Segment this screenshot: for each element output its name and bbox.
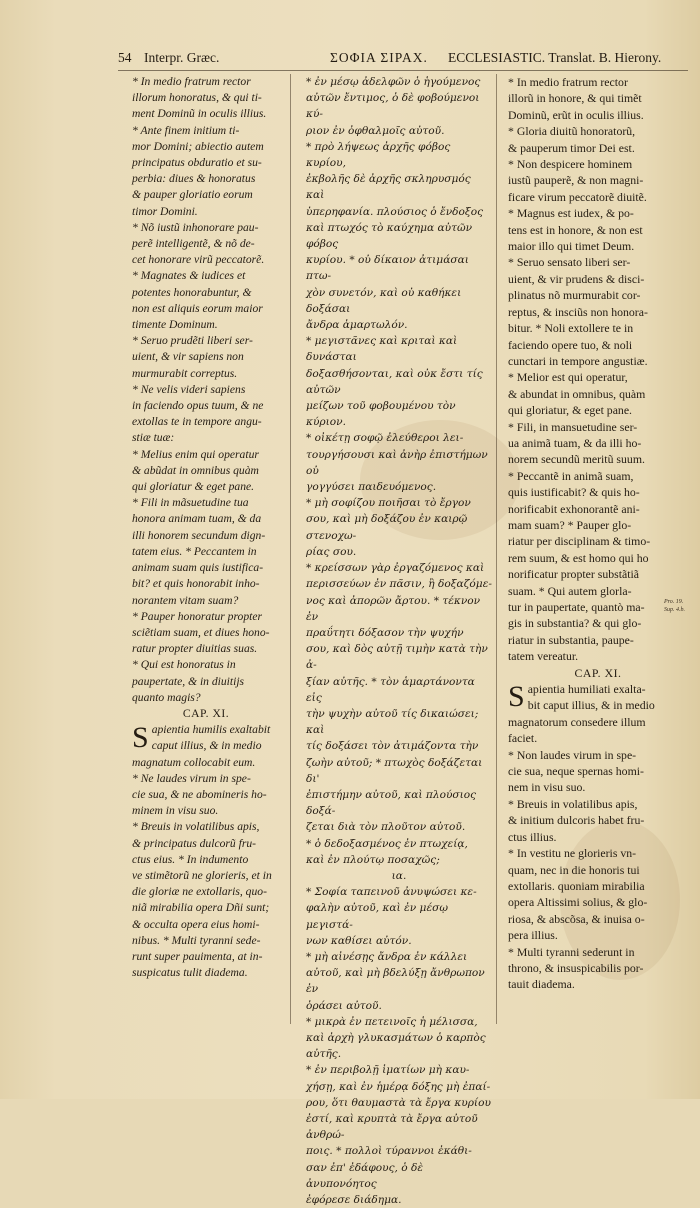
drop-cap-initial: S	[508, 680, 525, 714]
latin-greek-interpretation-column	[132, 74, 280, 981]
text-line: νος καὶ ἀπορῶν ἄρτου. * τέκνον ἐν	[306, 594, 481, 623]
text-line: * Fili, in mansuetudine ser-	[508, 419, 638, 434]
text-line: δοξασθήσονται, καὶ οὐκ ἔστι τίς αὐτῶν	[306, 367, 483, 396]
text-line: πραΰτητι δόξασον τὴν ψυχήν	[306, 626, 464, 639]
text-line: timente Dominum.	[132, 318, 218, 332]
running-header	[118, 50, 688, 72]
text-line: illorum honoratus, & qui ti-	[132, 91, 262, 105]
text-line: & pauper gloriatio eorum	[132, 188, 253, 202]
text-line: χὸν συνετόν, καὶ οὐ καθήκει δοξάσαι	[306, 286, 462, 315]
text-line: norificabit exhonorantẽ ani-	[508, 501, 640, 516]
text-line: honora animam tuam, & da	[132, 512, 262, 526]
text-line: magnatum collocabit eum.	[132, 755, 256, 769]
text-line: τουργήσουσι καὶ ἀνὴρ ἐπιστήμων οὐ	[306, 448, 488, 477]
text-line: suspicatus tulit diadema.	[132, 966, 248, 980]
text-line: * μεγιστᾶνες καὶ κριταὶ καὶ δυνάσται	[306, 335, 458, 364]
text-line: περισσεύων ἐν πᾶσιν, ἢ δοξαζόμε-	[306, 578, 492, 591]
text-line: * Pauper honoratur propter	[132, 609, 262, 623]
text-line: extollas te in tempore angu-	[132, 415, 262, 429]
text-line: & pauperum timor Dei est.	[508, 140, 635, 155]
text-line: principatus obduratio et su-	[132, 156, 262, 170]
marginal-note	[664, 598, 685, 614]
text-line: quanto magis?	[132, 690, 201, 704]
text-line: cunctari in tempore angustiæ.	[508, 353, 648, 368]
text-line: faciendo opere tuo, & noli	[508, 337, 633, 352]
text-line: uient, & vir sapiens non	[132, 350, 244, 364]
text-line: tatem eius. * Peccantem in	[132, 544, 257, 558]
text-line: illorũ in honore, & qui timẽt	[508, 91, 642, 106]
text-line: * Ne laudes virum in spe-	[132, 771, 251, 785]
header-left-title: Interpr. Græc.	[144, 50, 220, 65]
text-line: minem in visu suo.	[132, 804, 219, 818]
text-line: ριον ἐν ὀφθαλμοῖς αὐτοῦ.	[306, 124, 445, 137]
text-line: rem suum, & est homo qui ho	[508, 550, 649, 565]
text-line: illi honorem secundum dign-	[132, 528, 266, 542]
column-divider-right	[496, 74, 497, 1024]
greek-text-column	[306, 74, 492, 1208]
text-line: ua animã tuam, & da illi ho-	[508, 435, 642, 450]
text-line: quis iustificabit? & quis ho-	[508, 485, 640, 500]
text-line: apientia humiliati exalta-	[527, 682, 646, 697]
text-line: ἐφόρεσε διάδημα.	[306, 1194, 402, 1207]
text-line: * οἰκέτῃ σοφῷ ἐλεύθεροι λει-	[306, 432, 464, 445]
text-line: & principatus dulcorũ fru-	[132, 836, 256, 850]
text-line: paupertate, & in diuitijs	[132, 674, 245, 688]
text-line: caput illius, & in medio	[151, 739, 262, 753]
text-line: nibus. * Multi tyranni sede-	[132, 933, 261, 947]
text-line: riatur in substantia, paupe-	[508, 632, 634, 647]
text-line: murmurabit correptus.	[132, 366, 238, 380]
text-line: ἐστί, καὶ κρυπτὰ τὰ ἔργα αὐτοῦ ἀνθρώ-	[306, 1113, 478, 1142]
text-line: σαν ἐπ' ἐδάφους, ὁ δὲ ἀνυπονόητος	[306, 1161, 424, 1190]
text-line: & abũdat in omnibus quàm	[132, 463, 259, 477]
text-line: * κρείσσων γὰρ ἐργαζόμενος καὶ	[306, 562, 485, 575]
text-line: riosa, & abscõsa, & inuisa o-	[508, 911, 645, 926]
text-line: tauit diadema.	[508, 977, 575, 992]
text-line: quam, nec in die honoris tui	[508, 862, 640, 877]
text-line: maior illo qui timet Deum.	[508, 239, 635, 254]
text-line: αὐτοῦ, καὶ μὴ βδελύξῃ ἄνθρωπον ἐν	[306, 967, 485, 996]
text-line: καὶ πτωχός τὸ καύχημα αὐτῶν φόβος	[306, 221, 473, 251]
text-line: norificatur propter substãtiã	[508, 567, 640, 582]
text-line: stiæ tuæ:	[132, 431, 175, 445]
text-line: pera illius.	[508, 928, 558, 943]
text-line: niã mirabilia opera Dñi sunt;	[132, 901, 270, 915]
text-line: τίς δοξάσει τὸν ἀτιμάζοντα τὴν	[306, 740, 479, 753]
text-line: gis in substantia? & qui glo-	[508, 616, 642, 631]
header-greek-title: ΣΟΦΙΑ ΣΙΡΑΧ.	[330, 50, 428, 65]
text-line: norantem vitam suam?	[132, 593, 239, 607]
text-line: cie sua, neque spernas homi-	[508, 764, 644, 779]
text-line: riatur per disciplinam & timo-	[508, 534, 651, 549]
text-line: σου, καὶ δὸς αὐτῇ τιμὴν κατὰ τὴν ἀ-	[306, 643, 488, 672]
text-line: sciẽtiam suam, et diues hono-	[132, 625, 270, 639]
text-line: ratur propter diuitias suas.	[132, 642, 258, 656]
text-line: faciet.	[508, 731, 538, 746]
text-line: * Multi tyranni sederunt in	[508, 944, 635, 959]
chapter-heading: CAP. XI.	[182, 706, 230, 720]
text-line: tatem vereatur.	[508, 649, 579, 664]
text-line: animam suam quis iustifica-	[132, 561, 264, 575]
text-line: ρου, ὅτι θαυμαστὰ τὰ ἔργα κυρίου	[306, 1096, 491, 1109]
text-line: καὶ ἐν πλούτῳ ποσαχῶς;	[306, 853, 440, 866]
header-right-title: ECCLESIASTIC. Translat. B. Hierony.	[448, 50, 662, 65]
text-line: bit? et quis honorabit inho-	[132, 577, 260, 591]
text-line: mor Domini; abiectio autem	[132, 139, 264, 153]
text-line: ctus illius.	[508, 829, 557, 844]
text-line: χήσῃ, καὶ ἐν ἡμέρᾳ δόξης μὴ ἐπαί-	[306, 1080, 491, 1093]
column-divider-left	[290, 74, 291, 1024]
text-line: Dominũ, erũt in oculis illius.	[508, 107, 644, 122]
text-line: σου, καὶ μὴ δοξάζου ἐν καιρῷ στενοχω-	[306, 513, 468, 542]
text-line: ζωὴν αὐτοῦ; * πτωχὸς δοξάζεται δι'	[306, 756, 483, 785]
text-line: & abundat in omnibus, quàm	[508, 386, 646, 401]
text-line: αὐτῆς.	[306, 1048, 342, 1061]
chapter-heading: CAP. XI.	[574, 665, 622, 680]
text-line: * Seruo prudẽti liberi ser-	[132, 334, 253, 348]
chapter-heading: ια.	[391, 869, 407, 882]
text-line: cie sua, & ne abomineris ho-	[132, 787, 267, 801]
text-line: * Qui est honoratus in	[132, 658, 236, 672]
text-line: φαλὴν αὐτοῦ, καὶ ἐν μέσῳ μεγιστά-	[306, 902, 449, 931]
text-line: * ὁ δεδοξασμένος ἐν πτωχείᾳ,	[306, 837, 468, 850]
text-line: * Magnus est iudex, & po-	[508, 206, 634, 221]
text-line: * Fili in mãsuetudine tua	[132, 496, 249, 510]
text-line: die gloriæ ne extollaris, quo-	[132, 885, 267, 899]
text-line: extollaris. quoniam mirabilia	[508, 878, 645, 893]
text-line: qui gloriatur, & eget pane.	[508, 403, 633, 418]
text-line: * In medio fratrum rector	[132, 75, 251, 88]
text-line: * μικρὰ ἐν πετεινοῖς ἡ μέλισσα,	[306, 1015, 478, 1028]
text-line: bitur. * Noli extollere te in	[508, 321, 634, 336]
text-line: suam. * Qui autem glorla-	[508, 583, 632, 598]
text-line: κυρίου. * οὐ δίκαιον ἀτιμάσαι πτω-	[306, 254, 469, 283]
text-line: ve stimẽtorũ ne glorieris, et in	[132, 868, 272, 882]
text-line: καὶ ἀρχὴ γλυκασμάτων ὁ καρπὸς	[306, 1031, 486, 1044]
text-line: * ἐν μέσῳ ἀδελφῶν ὁ ἡγούμενος	[306, 76, 481, 88]
text-line: ἐπιστήμην αὐτοῦ, καὶ πλούσιος δοξά-	[306, 788, 477, 818]
text-line: & initium dulcoris habet fru-	[508, 813, 645, 828]
text-line: bit caput illius, & in medio	[527, 698, 655, 713]
text-line: tens est in honore, & non est	[508, 222, 643, 237]
text-line: ποις. * πολλοὶ τύραννοι ἐκάθι-	[306, 1145, 472, 1158]
text-line: cet honorare virũ peccatorẽ.	[132, 253, 265, 267]
text-line: qui gloriatur & eget pane.	[132, 480, 255, 494]
text-line: ὁράσει αὐτοῦ.	[306, 999, 382, 1012]
text-line: perẽ intelligentẽ, & nõ de-	[132, 237, 255, 251]
page-number: 54	[118, 50, 132, 65]
text-line: * Melior est qui operatur,	[508, 370, 628, 385]
text-line: apientia humilis exaltabit	[151, 723, 271, 737]
text-line: * Ne velis videri sapiens	[132, 382, 246, 396]
hieronymus-translation-column	[508, 74, 688, 993]
text-line: uient, & vir prudens & disci-	[508, 271, 645, 286]
text-line: * Gloria diuitũ honoratorũ,	[508, 124, 636, 139]
text-line: plinatus nõ murmurabit cor-	[508, 288, 641, 303]
text-line: ξίαν αὐτῆς. * τὸν ἁμαρτάνοντα εἰς	[306, 675, 475, 704]
text-line: reptus, & insciũs non honora-	[508, 304, 648, 319]
marginal-note-text: Pro. 19. Sup. 4.b.	[664, 599, 685, 613]
text-line: μείζων τοῦ φοβουμένου τὸν κύριον.	[306, 400, 456, 429]
drop-cap-initial: S	[132, 721, 149, 755]
header-rule	[118, 70, 688, 71]
text-line: * Peccantẽ in animã suam,	[508, 468, 634, 483]
text-line: magnatorum consedere illum	[508, 714, 646, 729]
text-line: iustũ pauperẽ, & non magni-	[508, 173, 644, 188]
text-line: γογγύσει παιδευόμενος.	[306, 481, 437, 494]
text-line: norem secundũ meritũ suum.	[508, 452, 645, 467]
text-line: * Breuis in volatilibus apis,	[132, 820, 260, 834]
text-line: ρίας σου.	[306, 545, 357, 558]
text-line: ficare virum peccatorẽ diuitẽ.	[508, 189, 647, 204]
text-line: * Non laudes virum in spe-	[508, 747, 637, 762]
text-line: * Σοφία ταπεινοῦ ἀνυψώσει κε-	[306, 886, 477, 899]
text-line: * ἐν περιβολῇ ἱματίων μὴ καυ-	[306, 1064, 470, 1077]
text-line: * Ante finem initium ti-	[132, 123, 240, 137]
text-line: τὴν ψυχὴν αὐτοῦ τίς δικαιώσει; καὶ	[306, 707, 479, 737]
text-line: runt super pauimenta, at in-	[132, 949, 263, 963]
text-line: ἄνδρα ἁμαρτωλόν.	[306, 319, 408, 332]
text-line: * Melius enim qui operatur	[132, 447, 259, 461]
text-line: opera Altissimi solius, & glo-	[508, 895, 648, 910]
text-line: * Nõ iustũ inhonorare pau-	[132, 220, 259, 234]
text-line: νων καθίσει αὐτόν.	[306, 934, 412, 947]
text-line: timor Domini.	[132, 204, 198, 218]
text-line: * Non despicere hominem	[508, 157, 633, 172]
text-line: tur in paupertate, quantò ma-	[508, 600, 645, 614]
text-line: & occulta opera eius homi-	[132, 917, 260, 931]
text-line: * πρὸ λήψεως ἀρχῆς φόβος κυρίου,	[306, 140, 451, 170]
text-line: ζεται διὰ τὸν πλοῦτον αὐτοῦ.	[306, 821, 466, 834]
text-line: * μὴ αἰνέσῃς ἄνδρα ἐν κάλλει	[306, 950, 468, 963]
text-line: ctus eius. * In indumento	[132, 852, 249, 866]
text-line: ment Dominũ in oculis illius.	[132, 107, 267, 121]
text-line: ὑπερηφανία. πλούσιος ὁ ἔνδοξος	[306, 205, 484, 218]
text-line: in faciendo opus tuum, & ne	[132, 399, 264, 413]
text-line: throno, & insuspicabilis por-	[508, 960, 644, 975]
text-line: * In vestitu ne glorieris vn-	[508, 846, 637, 861]
text-line: * In medio fratrum rector	[508, 75, 628, 89]
text-line: * Breuis in volatilibus apis,	[508, 796, 638, 811]
text-line: * μὴ σοφίζου ποιῆσαι τὸ ἔργον	[306, 497, 471, 510]
text-line: non est aliquis eorum maior	[132, 301, 263, 315]
text-line: mam suam? * Pauper glo-	[508, 517, 632, 532]
text-line: * Seruo sensato liberi ser-	[508, 255, 631, 270]
text-line: * Magnates & iudices et	[132, 269, 246, 283]
text-line: nem in visu suo.	[508, 780, 586, 795]
text-line: potentes honorabuntur, &	[132, 285, 252, 299]
text-line: αὐτῶν ἔντιμος, ὁ δὲ φοβούμενοι κύ-	[306, 92, 480, 121]
text-line: ἐκβολῆς δὲ ἀρχῆς σκληρυσμός καὶ	[306, 173, 471, 202]
text-line: perbia: diues & honoratus	[132, 172, 256, 186]
